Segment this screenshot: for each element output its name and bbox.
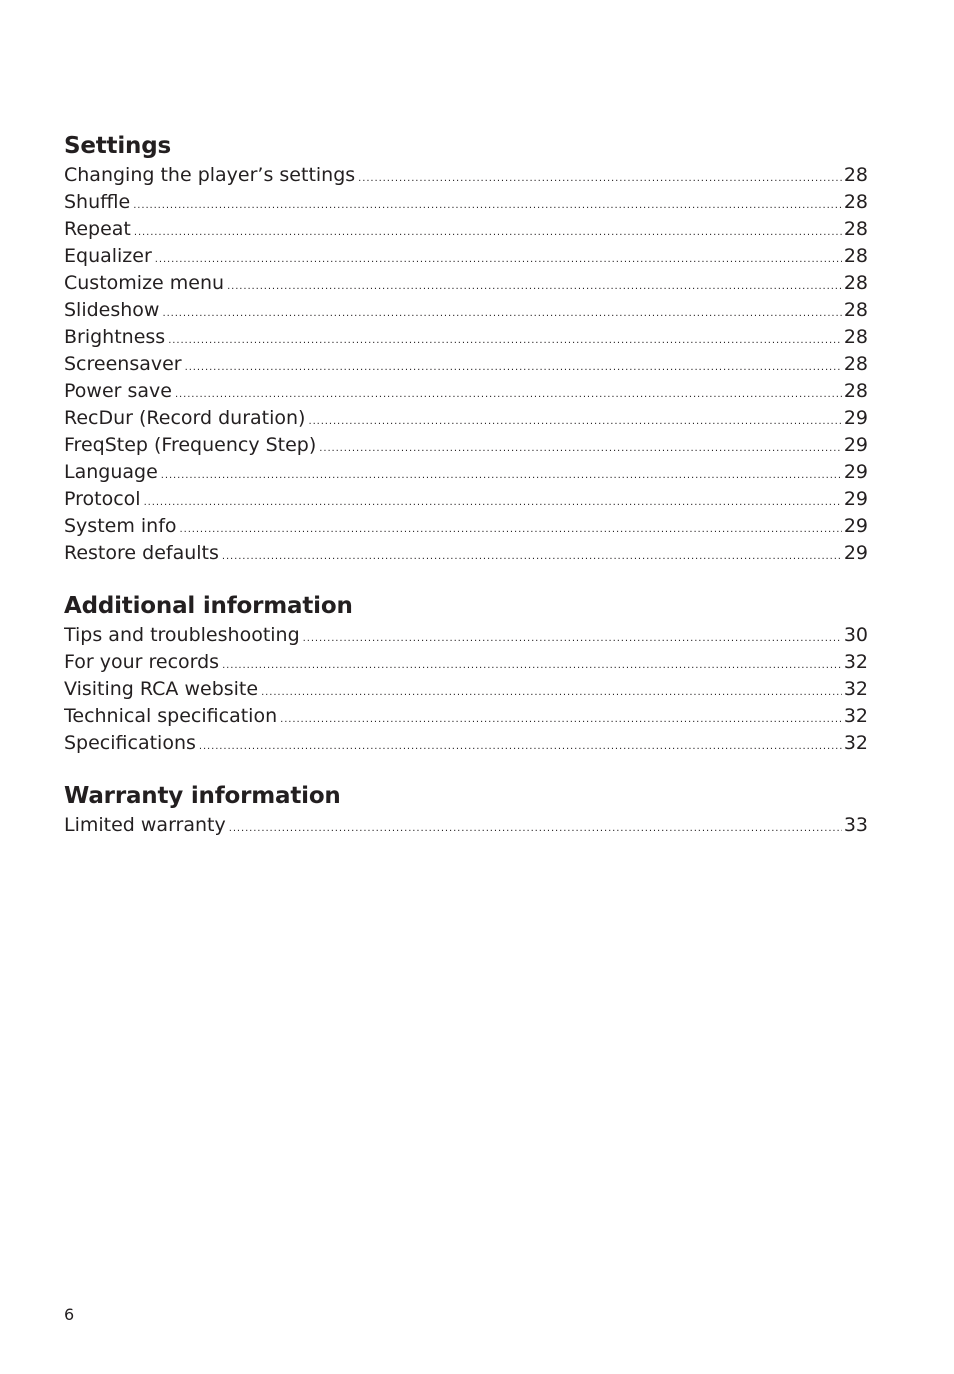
toc-entry-label: System info: [64, 515, 177, 537]
toc-entry-page: 32: [843, 705, 868, 727]
dot-leader: [180, 516, 842, 540]
toc-entry[interactable]: [64, 622, 868, 649]
toc-entry[interactable]: [64, 540, 868, 567]
toc-entry[interactable]: [64, 297, 868, 324]
toc-entry-label: Changing the player’s settings: [64, 164, 356, 186]
toc-entry-page: 28: [843, 353, 868, 375]
toc-entry[interactable]: [64, 270, 868, 297]
toc-entry-page: 33: [843, 814, 868, 836]
toc-entry-page: 28: [843, 191, 868, 213]
section-title: Additional information: [64, 593, 353, 619]
dot-leader: [161, 462, 842, 486]
dot-leader: [222, 652, 842, 676]
toc-section-settings: [64, 130, 868, 567]
table-of-contents: [64, 130, 868, 862]
toc-entry[interactable]: [64, 649, 868, 676]
dot-leader: [134, 219, 842, 243]
toc-entry[interactable]: [64, 459, 868, 486]
toc-entry-page: 28: [843, 272, 868, 294]
toc-entry-label: Visiting RCA website: [64, 678, 259, 700]
toc-entry-list: [64, 622, 868, 757]
toc-entry-label: For your records: [64, 651, 220, 673]
toc-entry-page: 28: [843, 299, 868, 321]
toc-entry[interactable]: [64, 405, 868, 432]
toc-entry-label: Technical specification: [64, 705, 278, 727]
toc-entry-page: 28: [843, 326, 868, 348]
page-number: 6: [64, 1305, 75, 1324]
toc-entry[interactable]: [64, 351, 868, 378]
dot-leader: [280, 706, 842, 730]
toc-entry-label: Brightness: [64, 326, 166, 348]
toc-entry-label: Protocol: [64, 488, 141, 510]
dot-leader: [261, 679, 842, 703]
toc-entry-label: Restore defaults: [64, 542, 219, 564]
toc-entry-label: Customize menu: [64, 272, 225, 294]
toc-entry-label: FreqStep (Frequency Step): [64, 434, 317, 456]
dot-leader: [199, 733, 842, 757]
section-title: Warranty information: [64, 783, 341, 809]
toc-entry-label: Slideshow: [64, 299, 160, 321]
toc-entry-page: 29: [843, 542, 868, 564]
toc-entry[interactable]: [64, 812, 868, 839]
toc-entry-page: 29: [843, 515, 868, 537]
dot-leader: [144, 489, 842, 513]
dot-leader: [185, 354, 842, 378]
toc-entry-page: 32: [843, 651, 868, 673]
dot-leader: [175, 381, 842, 405]
dot-leader: [229, 815, 842, 839]
toc-entry-label: Specifications: [64, 732, 196, 754]
section-title: Settings: [64, 133, 171, 159]
toc-entry[interactable]: [64, 243, 868, 270]
toc-entry-page: 28: [843, 164, 868, 186]
toc-section-additional-information: [64, 590, 868, 757]
toc-entry[interactable]: [64, 432, 868, 459]
toc-section-warranty-information: [64, 780, 868, 839]
dot-leader: [162, 300, 841, 324]
toc-entry[interactable]: [64, 730, 868, 757]
toc-entry-label: Limited warranty: [64, 814, 226, 836]
toc-entry[interactable]: [64, 324, 868, 351]
toc-entry-label: RecDur (Record duration): [64, 407, 306, 429]
dot-leader: [358, 165, 842, 189]
toc-entry[interactable]: [64, 676, 868, 703]
dot-leader: [168, 327, 842, 351]
dot-leader: [227, 273, 842, 297]
dot-leader: [303, 625, 842, 649]
toc-entry-page: 32: [843, 678, 868, 700]
toc-entry-page: 28: [843, 218, 868, 240]
toc-entry-label: Equalizer: [64, 245, 152, 267]
toc-entry-page: 30: [843, 624, 868, 646]
toc-entry-page: 29: [843, 407, 868, 429]
toc-entry-page: 28: [843, 245, 868, 267]
toc-entry-label: Repeat: [64, 218, 131, 240]
toc-entry-label: Shuffle: [64, 191, 131, 213]
toc-entry[interactable]: [64, 513, 868, 540]
toc-entry-page: 29: [843, 488, 868, 510]
toc-entry-list: [64, 812, 868, 839]
toc-entry[interactable]: [64, 162, 868, 189]
toc-entry-label: Language: [64, 461, 158, 483]
toc-entry[interactable]: [64, 486, 868, 513]
toc-entry[interactable]: [64, 189, 868, 216]
toc-entry-page: 29: [843, 434, 868, 456]
dot-leader: [155, 246, 842, 270]
toc-entry-label: Power save: [64, 380, 172, 402]
dot-leader: [319, 435, 842, 459]
dot-leader: [222, 543, 842, 567]
toc-entry[interactable]: [64, 216, 868, 243]
toc-entry[interactable]: [64, 378, 868, 405]
toc-entry[interactable]: [64, 703, 868, 730]
dot-leader: [133, 192, 842, 216]
toc-entry-page: 29: [843, 461, 868, 483]
toc-entry-label: Tips and troubleshooting: [64, 624, 300, 646]
dot-leader: [308, 408, 841, 432]
toc-entry-list: [64, 162, 868, 567]
toc-entry-page: 28: [843, 380, 868, 402]
toc-entry-page: 32: [843, 732, 868, 754]
toc-entry-label: Screensaver: [64, 353, 182, 375]
